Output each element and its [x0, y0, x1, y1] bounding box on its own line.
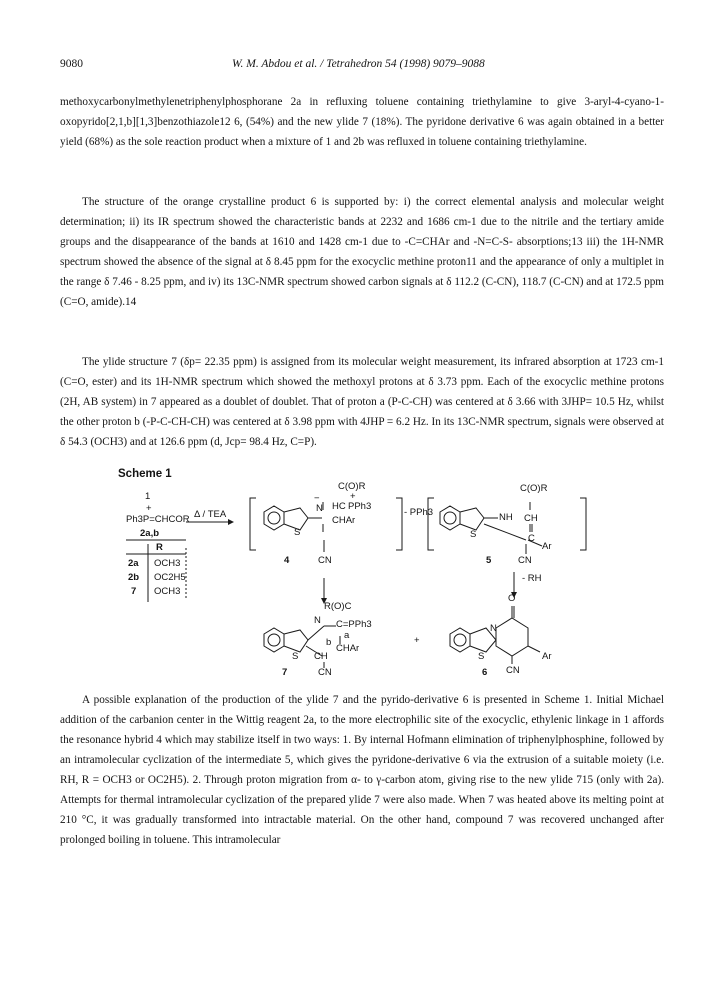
aromatic-circle-icon: [268, 634, 280, 646]
bond-5e: [484, 524, 526, 540]
minus-pph3: - PPh3: [404, 507, 434, 518]
paragraph-4: A possible explanation of the production of the ylide 7 and the pyrido-derivative 6 is presented in Scheme 1. Initial Michael addition of the carbanion center in the Wittig reagent 2a, to the more electrophilic site of the exocyclic, ethylenic linkage in 1 affords the resonance hybrid 4 which may stabilize itself in two ways: 1. By internal Hofmann elimination of triphenylphosphine, followed by an intramolecular cyclization of the intermediate 5, which gives the pyridone-derivative 6 via the extrusion of a suitable moiety (i.e. RH, R = OCH3 or OC2H5). 2. Through proton migration from α- to γ-carbon atom, giving rise to the new ylide 715 (only with 2a). Attempts for thermal intramolecular cyclization of the prepared ylide 7 were also made. When 7 was heated above its melting point at 210 °C, it was gradually transformed into intractable material. On the other hand, compound 7 was recovered unchanged after prolonged boiling in toluene. This intramolecular: [60, 694, 664, 846]
paragraph-3: The ylide structure 7 (δp= 22.35 ppm) is assigned from its molecular weight measurement, its infrared absorption at 1723 cm-1 (C=O, ester) and its 1H-NMR spectrum which showed the methoxyl protons at δ 3.73 ppm. Each of the exocyclic methine protons (2H, AB system) in 7 appeared as a doublet of doublet. That of proton a (P-C-CH) was centered at δ 3.66 with 3JHP= 10.5 Hz, whilst the other proton b (-P-C-CH-CH) was centered at δ 3.98 ppm with 4JHP = 6.2 Hz. In its 13C-NMR spectrum, signals were observed at δ 54.3 (OCH3) and at 126.6 ppm (d, Jcp= 98.4 Hz, C=P).: [60, 356, 664, 448]
c5-ar: Ar: [542, 541, 552, 552]
c4-label: 4: [284, 555, 290, 566]
c4-char: CHAr: [332, 515, 356, 526]
bracket-4-left: [250, 498, 256, 550]
c6-ar: Ar: [542, 651, 552, 662]
arrowhead-icon: [228, 519, 234, 525]
reagent-plus: +: [146, 503, 152, 514]
benzene-ring-4: [264, 506, 284, 530]
table-row-r: OC2H5: [154, 572, 186, 583]
bond-6-ar: [528, 646, 540, 652]
c4-hc: HC: [332, 501, 346, 512]
c6-n: N: [490, 623, 497, 634]
c4-pph3: PPh3: [348, 501, 372, 512]
c4-minus: −: [314, 493, 320, 504]
c7-char: CHAr: [336, 643, 360, 654]
table-row-id: 2a: [128, 558, 139, 569]
c6-o: O: [508, 593, 516, 604]
c7-a: a: [344, 630, 350, 641]
table-row-r: OCH3: [154, 558, 181, 569]
c6-cn: CN: [506, 665, 520, 676]
c5-cn: CN: [518, 555, 532, 566]
c4-cn: CN: [318, 555, 332, 566]
pyridone-ring-6: [496, 618, 528, 656]
c5-cor: C(O)R: [520, 483, 548, 494]
c7-n: N: [314, 615, 321, 626]
c7-s: S: [292, 651, 299, 662]
c4-cor: C(O)R: [338, 481, 366, 492]
c4-s: S: [294, 527, 301, 538]
aromatic-circle-icon: [454, 634, 466, 646]
page-number: 9080: [60, 58, 83, 70]
table-row-r: OCH3: [154, 586, 181, 597]
c7-cn: CN: [318, 667, 332, 678]
benzene-ring-6: [450, 628, 470, 652]
benzene-ring-5: [440, 506, 460, 530]
table-row-id: 7: [131, 586, 137, 597]
thiazole-ring-7: [284, 630, 308, 652]
paragraph-1: methoxycarbonylmethylenetriphenylphosphorane 2a in refluxing toluene containing triethylamine to give 3-aryl-4-cyano-1-oxopyrido[2,1,b][1,3]benzothiazole12 6, (54%) and the new ylide 7 (18%). The pyridone derivative 6 was again obtained in a better yield (68%) as the sole reaction product when a mixture of 1 and 2b was refluxed in toluene containing triethylamine.: [60, 96, 664, 148]
bond-7: [308, 626, 324, 640]
running-header: W. M. Abdou et al. / Tetrahedron 54 (1998) 9079–9088: [232, 58, 485, 70]
minus-rh: - RH: [522, 573, 542, 584]
aromatic-circle-icon: [444, 512, 456, 524]
table-header: R: [156, 542, 163, 553]
c7-roc: R(O)C: [324, 601, 352, 612]
c7-ch: CH: [314, 651, 328, 662]
c6-label: 6: [482, 667, 488, 678]
c7-b: b: [326, 637, 332, 648]
bracket-5-right: [580, 498, 586, 550]
aromatic-circle-icon: [268, 512, 280, 524]
scheme-title: Scheme 1: [118, 468, 172, 480]
benzene-ring-7: [264, 628, 284, 652]
bracket-5-left: [428, 498, 434, 550]
c4-n: N: [316, 503, 323, 514]
c5-nh: NH: [499, 512, 513, 523]
table-row-id: 2b: [128, 572, 140, 583]
c5-s: S: [470, 529, 477, 540]
c5-label: 5: [486, 555, 492, 566]
plus-sign: +: [414, 635, 420, 646]
thiazole-ring-5: [460, 508, 484, 530]
reagent-formula: Ph3P=CHCOR: [126, 514, 190, 525]
reagent-1-number: 1: [145, 491, 151, 502]
scheme-1: [118, 468, 598, 678]
c7-cp: C=PPh3: [336, 619, 372, 630]
reaction-condition: Δ / TEA: [194, 509, 227, 520]
bracket-4-right: [396, 498, 402, 550]
c7-label: 7: [282, 667, 288, 678]
c5-ch: CH: [524, 513, 538, 524]
c4-plus: +: [350, 491, 356, 502]
c5-c: C: [528, 533, 535, 544]
c6-s: S: [478, 651, 485, 662]
reagent-ids: 2a,b: [140, 528, 160, 539]
paragraph-2: The structure of the orange crystalline product 6 is supported by: i) the correct elemental analysis and molecular weight determination; ii) its IR spectrum showed the characteristic bands at 2232 and 1686 cm-1 due to the nitrile and the tertiary amide groups and the disappearance of the bands at 1610 and 1428 cm-1 due to -C=CHAr and -N=C-S- absorptions;13 iii) the 1H-NMR spectrum showed the absence of the signal at δ 8.45 ppm for the exocyclic methine proton11 and the appearance of only a multiplet in the range δ 7.46 - 8.25 ppm, and iv) its 13C-NMR spectrum showed carbon signals at δ 112.2 (C-CN), 118.7 (C-CN) and at 172.5 ppm (C=O, amide).14: [60, 196, 664, 308]
